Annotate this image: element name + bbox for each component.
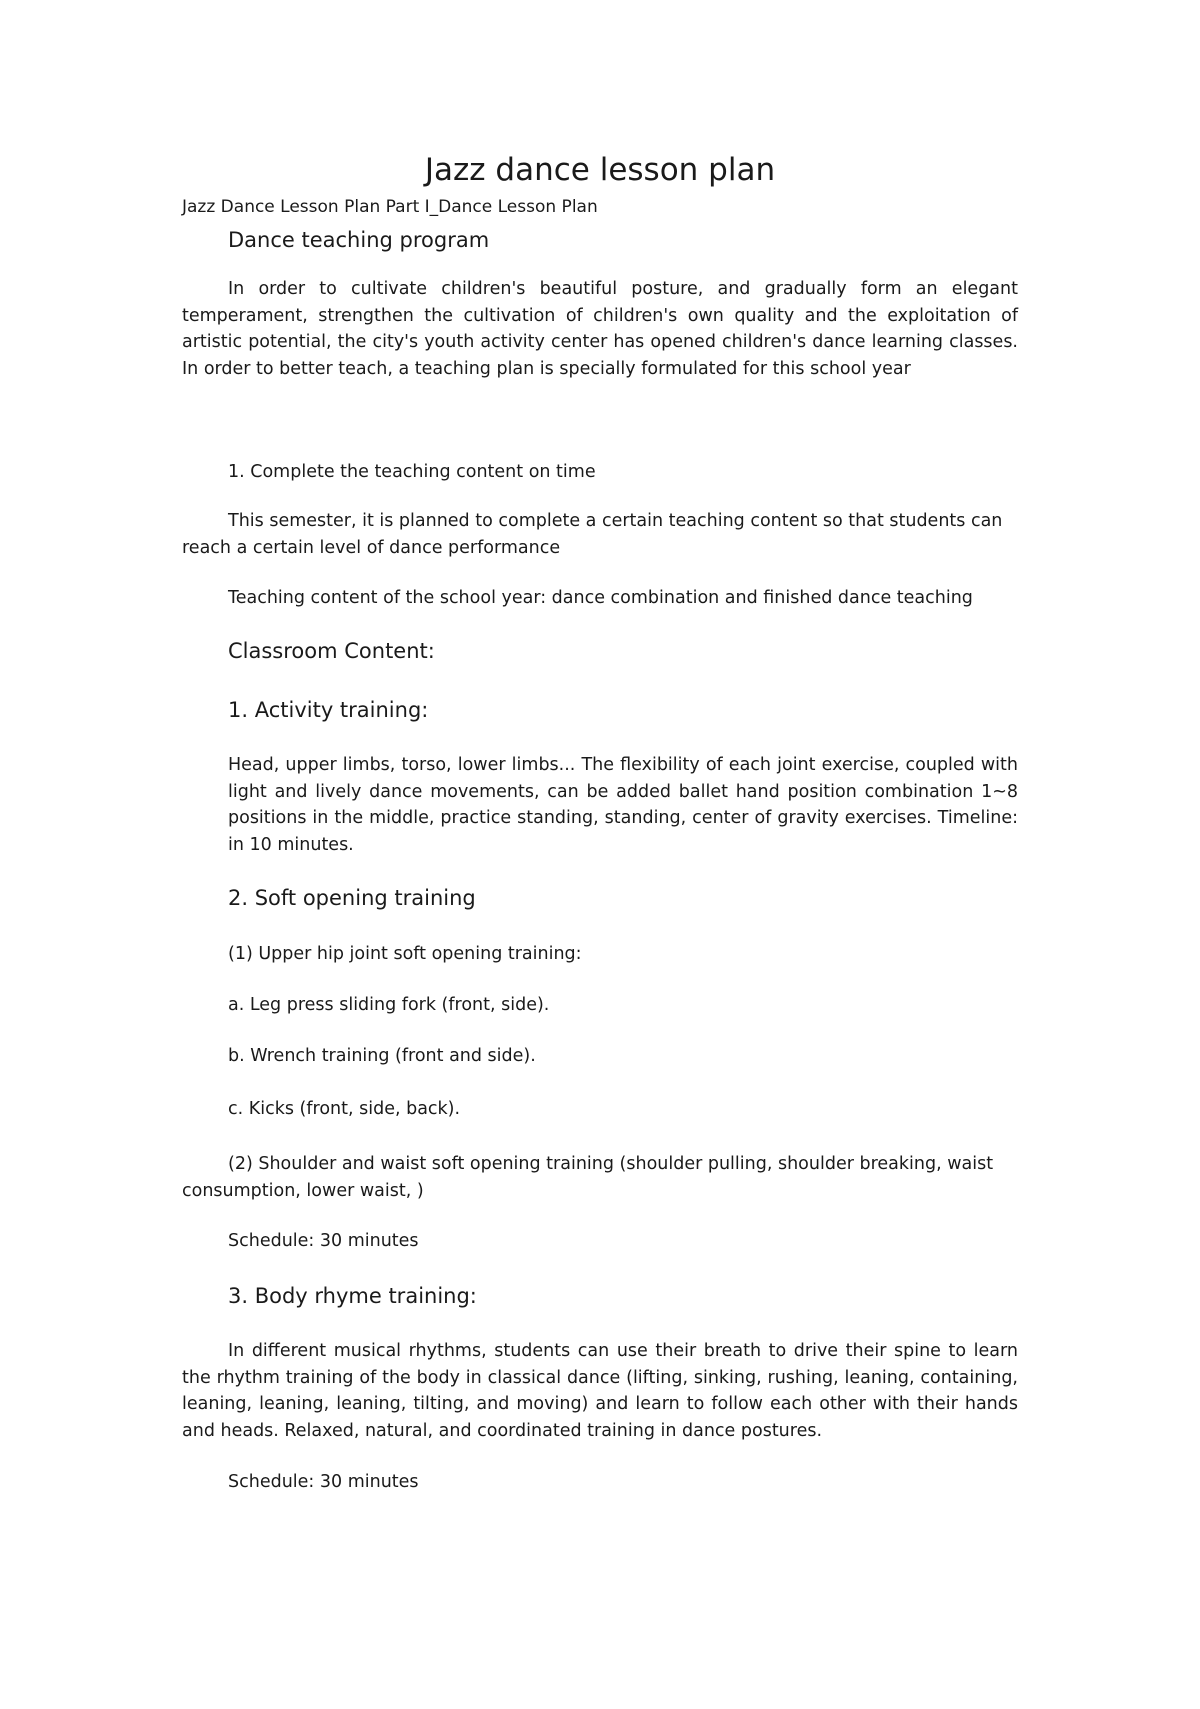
teaching-content-line: Teaching content of the school year: dance combination and finished dance teaching <box>228 588 973 608</box>
heading-soft-opening-training: 2. Soft opening training <box>228 886 476 910</box>
schedule-body-rhyme: Schedule: 30 minutes <box>228 1472 419 1492</box>
heading-body-rhyme-training: 3. Body rhyme training: <box>228 1284 477 1308</box>
heading-classroom-content: Classroom Content: <box>228 639 435 663</box>
rhyme-paragraph: In different musical rhythms, students can use their breath to drive their spine to learn the rhythm training of the body in classical dance (lifting, sinking, rushing, leaning, containing, leaning, leaning, leaning, tilting, and moving) and learn to follow each other with their hands and heads. Relaxed, natural, and coordinated training in dance postures. <box>182 1341 1018 1441</box>
intro-paragraph: In order to cultivate children's beautiful posture, and gradually form an elegant temperament, strengthen the cultivation of children's own quality and the exploitation of artistic potential, the city's youth activity center has opened children's dance learning classes. In order to better teach, a teaching plan is specially formulated for this school year <box>182 279 1018 379</box>
semester-paragraph: This semester, it is planned to complete a certain teaching content so that students can reach a certain level of dance performance <box>182 511 1003 558</box>
soft-item-hip-joint: (1) Upper hip joint soft opening training: <box>228 944 582 964</box>
heading-activity-training: 1. Activity training: <box>228 698 429 722</box>
soft-item-wrench: b. Wrench training (front and side). <box>228 1046 536 1066</box>
heading-dance-teaching-program: Dance teaching program <box>228 228 490 252</box>
schedule-soft-opening: Schedule: 30 minutes <box>228 1231 419 1251</box>
item-complete-teaching-content: 1. Complete the teaching content on time <box>228 462 596 482</box>
document-title: Jazz dance lesson plan <box>424 152 776 188</box>
activity-paragraph: Head, upper limbs, torso, lower limbs... The flexibility of each joint exercise, coupled with light and lively dance movements, can be added ballet hand position combination 1~8 positions in the middle, practice standing, standing, center of gravity exercises. Timeline: in 10 minutes. <box>228 755 1018 855</box>
soft-item-shoulder-waist: (2) Shoulder and waist soft opening training (shoulder pulling, shoulder breaking, waist consumption, lower waist, ) <box>182 1154 994 1201</box>
soft-item-kicks: c. Kicks (front, side, back). <box>228 1099 461 1119</box>
document-subtitle: Jazz Dance Lesson Plan Part I_Dance Lesson Plan <box>182 197 598 217</box>
soft-item-leg-press: a. Leg press sliding fork (front, side). <box>228 995 550 1015</box>
